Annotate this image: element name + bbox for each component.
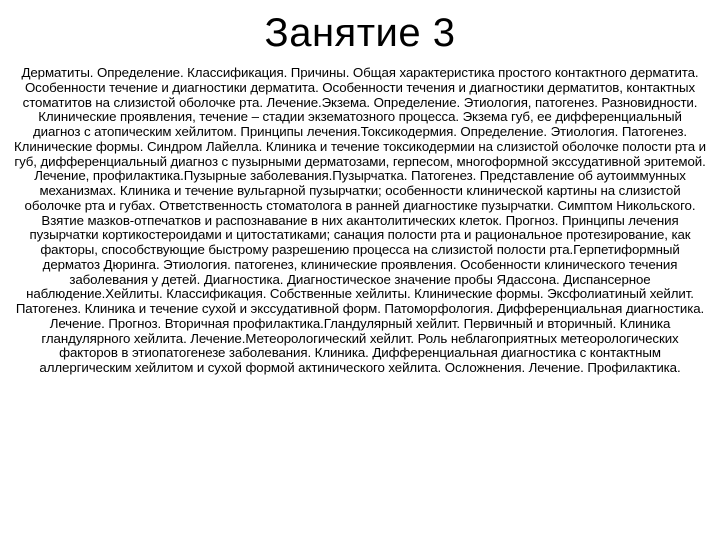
- slide-body-text: Дерматиты. Определение. Классификация. Причины. Общая характеристика простого контактного дерматита. Особенности течение и диагностики дерматита. Особенности течения и диагностики дерматитов, контактных стоматитов на слизистой оболочке рта. Лечение.Экзема. Определение. Этиология, патогенез. Разновидности. Клинические проявления, течение – стадии экзематозного процесса. Экзема губ, ее дифференциальный диагноз с атопическим хейлитом. Принципы лечения.Токсикодермия. Определение. Этиология. Патогенез. Клинические формы. Синдром Лайелла. Клиника и течение токсикодермии на слизистой оболочке полости рта и губ, дифференциальный диагноз с пузырными дерматозами, герпесом, многоформной экссудативной эритемой. Лечение, профилактика.Пузырные заболевания.Пузырчатка. Патогенез. Представление об аутоиммунных механизмах. Клиника и течение вульгарной пузырчатки; особенности клинической картины на слизистой оболочке рта и губах. Ответственность стоматолога в ранней диагностике пузырчатки. Симптом Никольского. Взятие мазков-отпечатков и распознавание в них акантолитических клеток. Прогноз. Принципы лечения пузырчатки кортикостероидами и цитостатиками; санация полости рта и рациональное протезирование, как факторы, способствующие быстрому разрешению процесса на слизистой полости рта.Герпетиформный дерматоз Дюринга. Этиология. патогенез, клинические проявления. Особенности клинического течения заболевания у детей. Диагностика. Диагностическое значение пробы Ядассона. Диспансерное наблюдение.Хейлиты. Классификация. Собственные хейлиты. Клинические формы. Эксфолиатиный хейлит. Патогенез. Клиника и течение сухой и экссудативной форм. Патоморфология. Дифференциальная диагностика. Лечение. Прогноз. Вторичная профилактика.Гландулярный хейлит. Первичный и вторичный. Клиника гландулярного хейлита. Лечение.Метеорологический хейлит. Роль неблагоприятных метеорологических факторов в этиопатогенезе заболевания. Клиника. Дифференциальная диагностика с контактным аллергическим хейлитом и сухой формой актинического хейлита. Осложнения. Лечение. Профилактика.: [14, 65, 706, 375]
- slide-title: Занятие 3: [264, 11, 456, 55]
